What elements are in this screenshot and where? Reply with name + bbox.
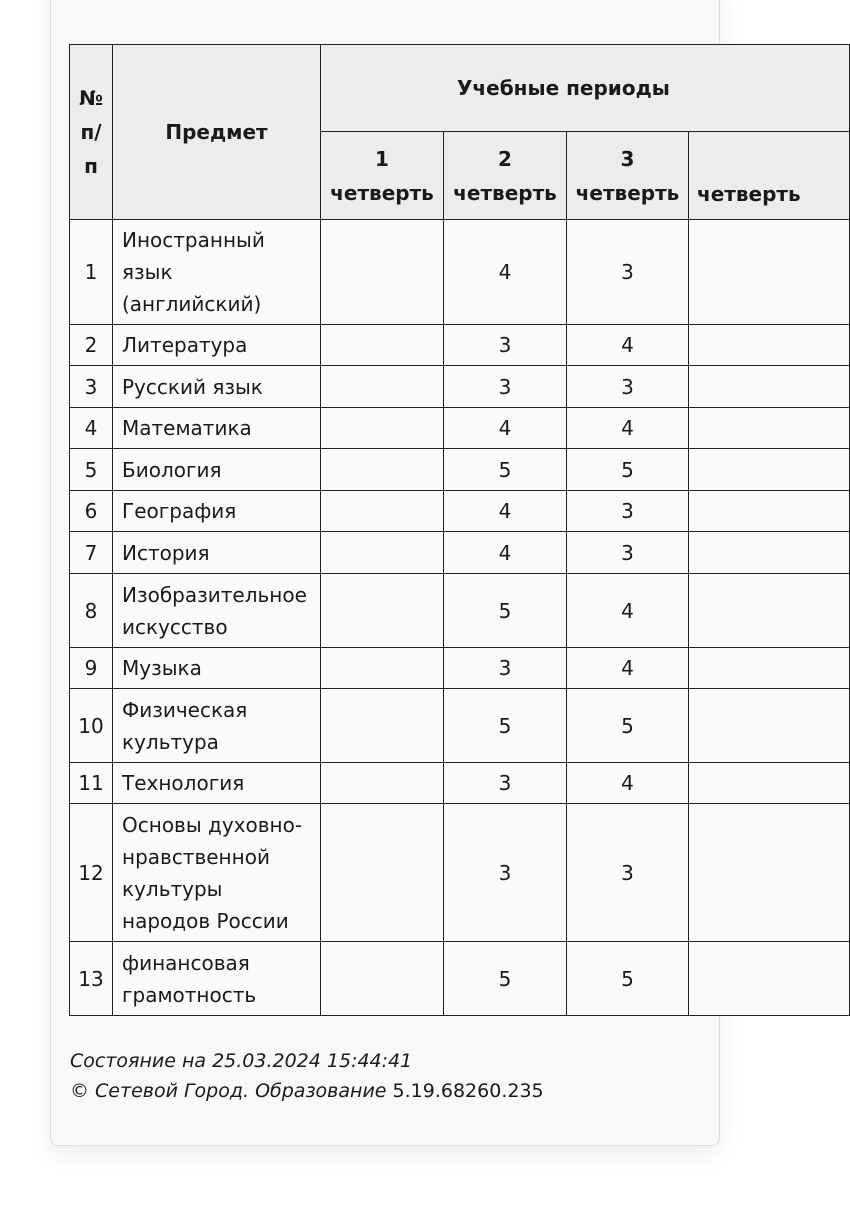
status-timestamp: Состояние на 25.03.2024 15:44:41	[70, 1050, 413, 1072]
grade-cell-q3: 4	[567, 408, 689, 449]
table-row	[70, 942, 850, 1016]
grade-cell-q2: 5	[444, 574, 567, 648]
grade-cell-q3: 3	[567, 804, 689, 942]
grade-cell-q3: 5	[567, 449, 689, 491]
grade-cell-q4	[689, 689, 850, 763]
row-number-cell: 2	[70, 325, 113, 366]
grade-cell-q4	[689, 408, 850, 449]
grade-cell-q1	[321, 763, 444, 804]
grade-cell-q2: 3	[444, 325, 567, 366]
header-number	[70, 45, 113, 220]
header-quarter-label: 1 четверть	[330, 146, 434, 205]
grade-cell-q1	[321, 366, 444, 408]
header-quarter-label: 3 четверть	[575, 146, 680, 205]
grade-cell-q1	[321, 942, 444, 1016]
grade-cell-q3: 5	[567, 942, 689, 1016]
subject-cell: Русский язык	[113, 366, 321, 408]
table-row	[70, 408, 850, 449]
grade-cell-q2: 4	[444, 220, 567, 325]
grade-cell-q4	[689, 648, 850, 689]
row-number-cell: 13	[70, 942, 113, 1016]
table-row	[70, 648, 850, 689]
grade-cell-q3: 3	[567, 491, 689, 532]
subject-cell: Иностранный язык (английский)	[113, 220, 321, 325]
header-quarter-label: 2 четверть	[453, 146, 557, 205]
grade-cell-q1	[321, 408, 444, 449]
grade-cell-q4	[689, 449, 850, 491]
grade-cell-q2: 5	[444, 689, 567, 763]
row-number-cell: 12	[70, 804, 113, 942]
grade-cell-q3: 3	[567, 532, 689, 574]
subject-cell: Музыка	[113, 648, 321, 689]
table-row	[70, 574, 850, 648]
header-quarter-1	[321, 132, 444, 220]
table-row	[70, 532, 850, 574]
table-row	[70, 491, 850, 532]
table-row	[70, 220, 850, 325]
subject-cell: Физическая культура	[113, 689, 321, 763]
row-number-cell: 8	[70, 574, 113, 648]
grade-cell-q2: 4	[444, 532, 567, 574]
grade-cell-q1	[321, 532, 444, 574]
header-quarter-label: четверть	[697, 182, 801, 206]
grade-cell-q3: 4	[567, 763, 689, 804]
copyright-line	[70, 1076, 544, 1106]
grade-cell-q3: 4	[567, 325, 689, 366]
grade-cell-q3: 3	[567, 220, 689, 325]
table-scroll-viewport[interactable]	[69, 44, 801, 1019]
subject-cell: Математика	[113, 408, 321, 449]
row-number-cell: 11	[70, 763, 113, 804]
row-number-cell: 9	[70, 648, 113, 689]
grade-cell-q4	[689, 220, 850, 325]
grade-cell-q2: 4	[444, 408, 567, 449]
table-row	[70, 804, 850, 942]
grade-cell-q4	[689, 804, 850, 942]
subject-cell: Основы духовно-нравственной культуры народов России	[113, 804, 321, 942]
grade-cell-q1	[321, 574, 444, 648]
header-number-label: № п/ п	[78, 86, 104, 178]
grade-cell-q4	[689, 491, 850, 532]
subject-cell: Изобразительное искусство	[113, 574, 321, 648]
grade-cell-q4	[689, 366, 850, 408]
subject-cell: История	[113, 532, 321, 574]
grade-cell-q2: 3	[444, 366, 567, 408]
subject-cell: финансовая грамотность	[113, 942, 321, 1016]
grade-cell-q4	[689, 325, 850, 366]
row-number-cell: 10	[70, 689, 113, 763]
grade-cell-q2: 4	[444, 491, 567, 532]
grade-cell-q1	[321, 325, 444, 366]
version-text: 5.19.68260.235	[392, 1080, 544, 1102]
header-quarter-3	[567, 132, 689, 220]
grade-cell-q1	[321, 491, 444, 532]
row-number-cell: 1	[70, 220, 113, 325]
grade-cell-q2: 5	[444, 942, 567, 1016]
grade-cell-q3: 4	[567, 574, 689, 648]
grade-cell-q2: 5	[444, 449, 567, 491]
grades-table	[69, 44, 850, 1016]
grade-cell-q2: 3	[444, 763, 567, 804]
grade-cell-q4	[689, 574, 850, 648]
grade-cell-q1	[321, 648, 444, 689]
header-quarter-2	[444, 132, 567, 220]
table-row	[70, 366, 850, 408]
page-footer	[70, 1046, 544, 1106]
header-periods	[321, 45, 850, 132]
header-quarter-4	[689, 132, 850, 220]
subject-cell: Биология	[113, 449, 321, 491]
grade-cell-q1	[321, 689, 444, 763]
row-number-cell: 4	[70, 408, 113, 449]
table-row	[70, 763, 850, 804]
subject-cell: Литература	[113, 325, 321, 366]
grade-cell-q4	[689, 942, 850, 1016]
grade-cell-q4	[689, 532, 850, 574]
table-row	[70, 325, 850, 366]
row-number-cell: 5	[70, 449, 113, 491]
row-number-cell: 6	[70, 491, 113, 532]
grade-cell-q2: 3	[444, 648, 567, 689]
table-row	[70, 689, 850, 763]
header-subject-label: Предмет	[165, 120, 268, 144]
grade-cell-q2: 3	[444, 804, 567, 942]
row-number-cell: 7	[70, 532, 113, 574]
grade-cell-q4	[689, 763, 850, 804]
grade-cell-q1	[321, 220, 444, 325]
header-subject	[113, 45, 321, 220]
subject-cell: География	[113, 491, 321, 532]
row-number-cell: 3	[70, 366, 113, 408]
subject-cell: Технология	[113, 763, 321, 804]
grade-cell-q1	[321, 449, 444, 491]
grade-cell-q3: 3	[567, 366, 689, 408]
header-periods-label: Учебные периоды	[457, 76, 670, 100]
table-row	[70, 449, 850, 491]
copyright-text: © Сетевой Город. Образование	[70, 1080, 387, 1102]
grade-cell-q1	[321, 804, 444, 942]
grade-cell-q3: 5	[567, 689, 689, 763]
report-card	[50, 0, 801, 1146]
grade-cell-q3: 4	[567, 648, 689, 689]
